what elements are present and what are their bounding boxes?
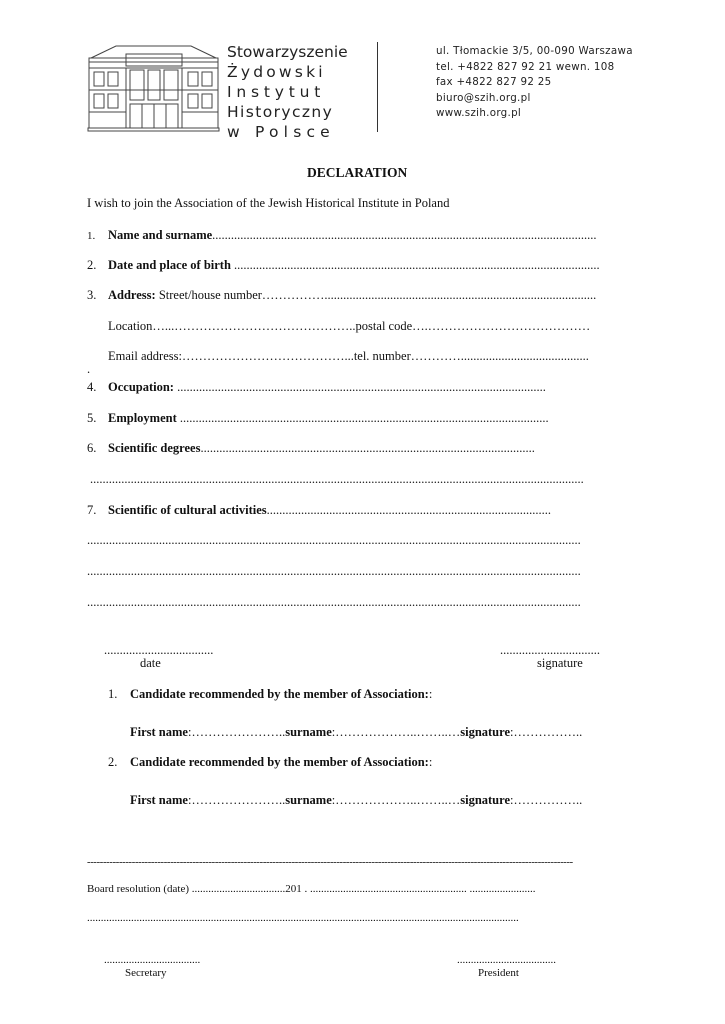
rec-heading: Candidate recommended by the member of Association: [130,687,429,701]
item-number: 6. [87,441,97,455]
item-label: Scientific of cultural activities [108,503,267,517]
recommendation-1-heading [108,687,432,702]
item-label: Employment [108,411,177,425]
president-label: President [478,967,519,979]
item-label: Date and place of birth [108,258,231,272]
rec-colon: : [428,687,433,701]
signature-label: signature [537,656,583,670]
item-number: 3. [87,288,97,302]
board-resolution[interactable]: Board resolution (date) ..................................201 . ......................................................... ........................ [87,883,536,895]
date-label: date [140,656,161,670]
location-line[interactable]: Location…...……………………………………..postal code….………………………………… [108,319,591,333]
rec-number: 2. [108,755,118,769]
org-address [436,44,633,122]
item-birth[interactable] [87,258,600,273]
item-address[interactable] [87,288,596,303]
org-line-2: Żydowski [227,63,326,81]
president-field[interactable]: .................................... [457,954,556,966]
surname-field[interactable]: :………………..……..… [331,725,461,739]
signature-field[interactable]: :…………….. [510,793,583,807]
first-name-field[interactable]: :………………….. [187,793,286,807]
address-phone: tel. +4822 827 92 21 wewn. 108 [436,60,615,73]
item-number: 5. [87,411,97,425]
item-number: 4. [87,380,97,394]
org-line-1: Stowarzyszenie [227,43,348,61]
page-title: DECLARATION [307,165,408,180]
item-number: 7. [87,503,97,517]
recommendation-2-heading [108,755,432,770]
first-name-label: First name [130,793,188,807]
address-website: www.szih.org.pl [436,107,522,120]
signature-field[interactable]: ................................ [500,643,600,657]
intro-text: I wish to join the Association of the Jewish Historical Institute in Poland [87,196,450,210]
org-line-4: Historyczny [227,103,334,121]
secretary-field[interactable]: ................................... [104,954,201,966]
rec-colon: : [428,755,433,769]
date-field[interactable]: ................................... [104,643,214,657]
surname-field[interactable]: :………………..……..… [331,793,461,807]
item-label: Scientific degrees [108,441,201,455]
item-fill: ........................................................................................... [266,503,552,517]
rec-number: 1. [108,687,118,701]
item-fill: ...................................................................................................................... [176,411,549,425]
address-street: ul. Tłomackie 3/5, 00-090 Warszawa [436,45,633,57]
footer-separator: -------------------------------------------------------------------------------------------------------------------------------------------------------- [87,857,573,868]
rec-heading: Candidate recommended by the member of Association: [130,755,429,769]
secretary-label: Secretary [125,967,167,979]
dotted-line[interactable]: .............................................................................................................................................................. [87,595,581,609]
item-fill: ........................................................................................................... [200,441,535,455]
item-fill: ..................................................................................................................... [230,258,600,272]
surname-label: surname [285,725,332,739]
org-name [227,42,348,142]
building-logo [86,40,221,132]
org-line-5: w Polsce [227,123,335,141]
footer-dotted-line[interactable]: ............................................................................................................................................................. [87,912,519,924]
item-number: 2. [87,258,97,272]
signature-field[interactable]: :…………….. [510,725,583,739]
dotted-line[interactable]: .............................................................................................................................................................. [87,533,581,547]
signature-label: signature [460,725,511,739]
item-occupation[interactable] [87,380,546,395]
dotted-line[interactable]: .............................................................................................................................................................. [87,564,581,578]
item-name[interactable] [87,228,597,243]
surname-label: surname [285,793,332,807]
recommendation-1-fields[interactable] [130,725,582,740]
header-divider [377,42,378,132]
address-fax: fax +4822 827 92 25 [436,76,552,89]
item-employment[interactable] [87,411,549,426]
dotted-line[interactable]: .............................................................................................................................................................. [90,472,584,486]
item-degrees[interactable] [87,441,535,456]
item-fill: ...................................................................................................................... [173,380,546,394]
address-email: biuro@szih.org.pl [436,91,531,104]
email-line[interactable]: Email address:…………………………………...tel. number…………......................................... [108,349,589,363]
stray-dot: . [87,362,91,376]
item-label: Address: [108,288,156,302]
org-line-3: Instytut [227,83,326,101]
recommendation-2-fields[interactable] [130,793,582,808]
item-fill: ........................................................................................................................... [212,228,597,242]
first-name-field[interactable]: :………………….. [187,725,286,739]
item-label: Name and surname [108,228,213,242]
first-name-label: First name [130,725,188,739]
item-label: Occupation: [108,380,174,394]
item-fill: Street/house number……………....................................................................................... [155,288,597,302]
item-activities[interactable] [87,503,551,518]
item-number: 1. [87,230,96,242]
signature-label: signature [460,793,511,807]
